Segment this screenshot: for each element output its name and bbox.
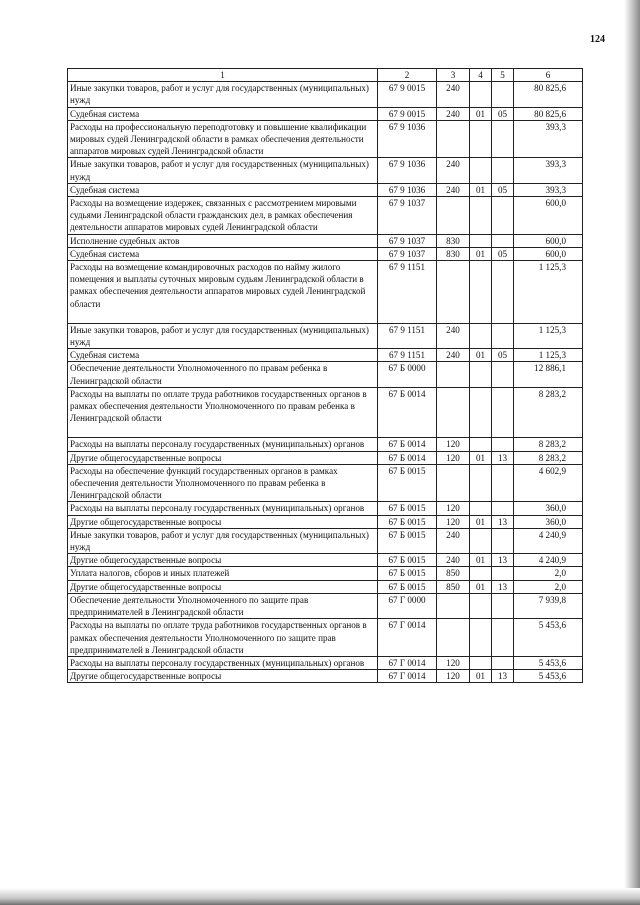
row-subsection xyxy=(492,82,514,107)
row-description: Другие общегосударственные вопросы xyxy=(68,451,378,464)
row-expense-type: 120 xyxy=(437,451,470,464)
row-section: 01 xyxy=(470,183,492,196)
row-subsection xyxy=(492,528,514,553)
row-section xyxy=(470,464,492,502)
row-subsection xyxy=(492,593,514,618)
table-row xyxy=(68,158,583,183)
row-expense-type xyxy=(437,120,470,158)
row-section xyxy=(470,82,492,107)
row-target-code: 67 9 1037 xyxy=(378,234,437,247)
row-description: Расходы на возмещение издержек, связанных с рассмотрением мировыми судьями Ленинградской области гражданских дел, в рамках обеспечения деятельности аппаратов мировых судей Ленинградской области xyxy=(68,197,378,235)
header-col-6: 6 xyxy=(514,69,583,82)
row-description: Иные закупки товаров, работ и услуг для государственных (муниципальных) нужд xyxy=(68,82,378,107)
row-subsection xyxy=(492,197,514,235)
row-description: Расходы на выплаты по оплате труда работников государственных органов в рамках обеспечения деятельности Уполномоченного по защите прав предпринимателей в Ленинградской области xyxy=(68,619,378,657)
row-section: 01 xyxy=(470,451,492,464)
row-description: Другие общегосударственные вопросы xyxy=(68,670,378,683)
row-amount: 8 283,2 xyxy=(514,387,583,438)
row-expense-type: 240 xyxy=(437,554,470,567)
row-subsection xyxy=(492,234,514,247)
row-expense-type: 850 xyxy=(437,580,470,593)
row-subsection: 05 xyxy=(492,107,514,120)
row-amount: 600,0 xyxy=(514,197,583,235)
row-amount: 360,0 xyxy=(514,502,583,515)
row-target-code: 67 9 1037 xyxy=(378,247,437,260)
row-expense-type xyxy=(437,464,470,502)
row-description: Расходы на профессиональную переподготовку и повышение квалификации мировых судей Ленинградской области в рамках обеспечения деятельности аппаратов мировых судей Ленинградской области xyxy=(68,120,378,158)
table-row xyxy=(68,183,583,196)
row-description: Иные закупки товаров, работ и услуг для государственных (муниципальных) нужд xyxy=(68,528,378,553)
row-amount: 80 825,6 xyxy=(514,107,583,120)
table-row xyxy=(68,387,583,438)
table-row xyxy=(68,197,583,235)
row-expense-type: 120 xyxy=(437,502,470,515)
row-amount: 7 939,8 xyxy=(514,593,583,618)
row-subsection xyxy=(492,438,514,451)
row-target-code: 67 Г 0000 xyxy=(378,593,437,618)
row-target-code: 67 9 1151 xyxy=(378,261,437,324)
row-subsection xyxy=(492,387,514,438)
table-header-row xyxy=(68,69,583,82)
table-row xyxy=(68,554,583,567)
row-section xyxy=(470,502,492,515)
row-subsection xyxy=(492,120,514,158)
table-row xyxy=(68,656,583,669)
row-section: 01 xyxy=(470,580,492,593)
row-subsection xyxy=(492,464,514,502)
row-subsection xyxy=(492,567,514,580)
header-col-5: 5 xyxy=(492,69,514,82)
row-subsection xyxy=(492,323,514,348)
row-expense-type: 120 xyxy=(437,656,470,669)
row-description: Расходы на выплаты персоналу государственных (муниципальных) органов xyxy=(68,502,378,515)
row-expense-type: 120 xyxy=(437,438,470,451)
row-section: 01 xyxy=(470,107,492,120)
row-subsection: 05 xyxy=(492,247,514,260)
row-amount: 393,3 xyxy=(514,183,583,196)
row-expense-type xyxy=(437,362,470,387)
row-target-code: 67 Б 0015 xyxy=(378,515,437,528)
table-row xyxy=(68,120,583,158)
row-amount: 4 240,9 xyxy=(514,528,583,553)
row-expense-type: 850 xyxy=(437,567,470,580)
table-row xyxy=(68,619,583,657)
row-section xyxy=(470,362,492,387)
row-subsection: 13 xyxy=(492,515,514,528)
row-description: Исполнение судебных актов xyxy=(68,234,378,247)
row-target-code: 67 Б 0014 xyxy=(378,451,437,464)
row-target-code: 67 Б 0014 xyxy=(378,438,437,451)
row-amount: 2,0 xyxy=(514,567,583,580)
table-row xyxy=(68,515,583,528)
table-row xyxy=(68,323,583,348)
table-row xyxy=(68,528,583,553)
row-amount: 393,3 xyxy=(514,158,583,183)
row-amount: 393,3 xyxy=(514,120,583,158)
row-expense-type: 830 xyxy=(437,247,470,260)
table-row xyxy=(68,261,583,324)
row-target-code: 67 9 1036 xyxy=(378,120,437,158)
row-section xyxy=(470,158,492,183)
row-description: Другие общегосударственные вопросы xyxy=(68,580,378,593)
row-expense-type: 120 xyxy=(437,515,470,528)
row-amount: 2,0 xyxy=(514,580,583,593)
row-description: Другие общегосударственные вопросы xyxy=(68,515,378,528)
table-row xyxy=(68,464,583,502)
row-target-code: 67 Г 0014 xyxy=(378,670,437,683)
row-expense-type xyxy=(437,619,470,657)
row-section: 01 xyxy=(470,247,492,260)
row-section xyxy=(470,567,492,580)
row-section xyxy=(470,528,492,553)
row-amount: 1 125,3 xyxy=(514,349,583,362)
row-expense-type: 240 xyxy=(437,158,470,183)
row-expense-type: 240 xyxy=(437,323,470,348)
row-amount: 12 886,1 xyxy=(514,362,583,387)
row-description: Обеспечение деятельности Уполномоченного по правам ребенка в Ленинградской области xyxy=(68,362,378,387)
row-target-code: 67 Б 0015 xyxy=(378,502,437,515)
row-expense-type xyxy=(437,593,470,618)
header-col-4: 4 xyxy=(470,69,492,82)
row-amount: 80 825,6 xyxy=(514,82,583,107)
row-expense-type: 830 xyxy=(437,234,470,247)
row-subsection xyxy=(492,502,514,515)
row-section xyxy=(470,593,492,618)
row-description: Обеспечение деятельности Уполномоченного по защите прав предпринимателей в Ленинградской области xyxy=(68,593,378,618)
row-section xyxy=(470,387,492,438)
row-section: 01 xyxy=(470,515,492,528)
row-description: Судебная система xyxy=(68,247,378,260)
table-row xyxy=(68,234,583,247)
row-section xyxy=(470,120,492,158)
row-section xyxy=(470,261,492,324)
row-subsection: 05 xyxy=(492,183,514,196)
row-expense-type: 240 xyxy=(437,349,470,362)
row-subsection xyxy=(492,656,514,669)
row-subsection: 13 xyxy=(492,670,514,683)
row-target-code: 67 9 0015 xyxy=(378,107,437,120)
table-row xyxy=(68,349,583,362)
table-row xyxy=(68,438,583,451)
row-target-code: 67 Б 0014 xyxy=(378,387,437,438)
row-target-code: 67 9 1037 xyxy=(378,197,437,235)
table-row xyxy=(68,567,583,580)
row-description: Иные закупки товаров, работ и услуг для государственных (муниципальных) нужд xyxy=(68,158,378,183)
row-subsection: 05 xyxy=(492,349,514,362)
row-amount: 600,0 xyxy=(514,234,583,247)
row-target-code: 67 9 1151 xyxy=(378,349,437,362)
table-row xyxy=(68,593,583,618)
row-expense-type: 240 xyxy=(437,82,470,107)
table-row xyxy=(68,247,583,260)
row-target-code: 67 9 1151 xyxy=(378,323,437,348)
row-amount: 5 453,6 xyxy=(514,670,583,683)
table-row xyxy=(68,670,583,683)
row-expense-type: 240 xyxy=(437,183,470,196)
row-target-code: 67 Г 0014 xyxy=(378,656,437,669)
row-amount: 600,0 xyxy=(514,247,583,260)
row-section xyxy=(470,619,492,657)
row-amount: 5 453,6 xyxy=(514,656,583,669)
row-section: 01 xyxy=(470,670,492,683)
row-target-code: 67 Б 0015 xyxy=(378,528,437,553)
row-target-code: 67 Б 0015 xyxy=(378,580,437,593)
row-target-code: 67 9 0015 xyxy=(378,82,437,107)
page-number: 124 xyxy=(590,34,605,45)
row-amount: 8 283,2 xyxy=(514,438,583,451)
row-section xyxy=(470,234,492,247)
row-expense-type xyxy=(437,197,470,235)
row-description: Другие общегосударственные вопросы xyxy=(68,554,378,567)
row-amount: 1 125,3 xyxy=(514,261,583,324)
header-col-2: 2 xyxy=(378,69,437,82)
row-amount: 360,0 xyxy=(514,515,583,528)
row-description: Судебная система xyxy=(68,107,378,120)
header-col-3: 3 xyxy=(437,69,470,82)
row-target-code: 67 Б 0015 xyxy=(378,554,437,567)
table-row xyxy=(68,580,583,593)
row-description: Расходы на обеспечение функций государственных органов в рамках обеспечения деятельности Уполномоченного по правам ребенка в Ленинградской области xyxy=(68,464,378,502)
table-row xyxy=(68,107,583,120)
row-section xyxy=(470,656,492,669)
row-description: Уплата налогов, сборов и иных платежей xyxy=(68,567,378,580)
scan-right-edge-shadow xyxy=(624,0,640,905)
row-description: Расходы на выплаты по оплате труда работников государственных органов в рамках обеспечения деятельности Уполномоченного по правам ребенка в Ленинградской области xyxy=(68,387,378,438)
row-subsection xyxy=(492,362,514,387)
row-target-code: 67 Г 0014 xyxy=(378,619,437,657)
row-section xyxy=(470,323,492,348)
row-target-code: 67 9 1036 xyxy=(378,158,437,183)
row-subsection: 13 xyxy=(492,451,514,464)
row-expense-type: 240 xyxy=(437,107,470,120)
table-row xyxy=(68,362,583,387)
row-amount: 4 240,9 xyxy=(514,554,583,567)
table-row xyxy=(68,451,583,464)
row-amount: 1 125,3 xyxy=(514,323,583,348)
row-subsection: 13 xyxy=(492,554,514,567)
row-description: Судебная система xyxy=(68,183,378,196)
row-description: Расходы на выплаты персоналу государственных (муниципальных) органов xyxy=(68,438,378,451)
table-row xyxy=(68,502,583,515)
row-section xyxy=(470,197,492,235)
row-section: 01 xyxy=(470,554,492,567)
table-row xyxy=(68,82,583,107)
row-amount: 5 453,6 xyxy=(514,619,583,657)
row-section: 01 xyxy=(470,349,492,362)
row-amount: 8 283,2 xyxy=(514,451,583,464)
row-expense-type: 240 xyxy=(437,528,470,553)
row-section xyxy=(470,438,492,451)
row-subsection xyxy=(492,619,514,657)
scan-bottom-edge-shadow xyxy=(0,888,640,905)
row-description: Расходы на выплаты персоналу государственных (муниципальных) органов xyxy=(68,656,378,669)
budget-table xyxy=(67,68,583,683)
row-expense-type xyxy=(437,387,470,438)
row-amount: 4 602,9 xyxy=(514,464,583,502)
row-subsection: 13 xyxy=(492,580,514,593)
row-target-code: 67 Б 0000 xyxy=(378,362,437,387)
row-description: Судебная система xyxy=(68,349,378,362)
row-subsection xyxy=(492,261,514,324)
row-expense-type: 120 xyxy=(437,670,470,683)
row-target-code: 67 9 1036 xyxy=(378,183,437,196)
row-expense-type xyxy=(437,261,470,324)
row-target-code: 67 Б 0015 xyxy=(378,464,437,502)
row-target-code: 67 Б 0015 xyxy=(378,567,437,580)
row-description: Иные закупки товаров, работ и услуг для государственных (муниципальных) нужд xyxy=(68,323,378,348)
header-col-1: 1 xyxy=(68,69,378,82)
row-description: Расходы на возмещение командировочных расходов по найму жилого помещения и выплаты суточных мировым судьям Ленинградской области в рамках обеспечения деятельности аппаратов мировых судей Ленинградской области xyxy=(68,261,378,324)
row-subsection xyxy=(492,158,514,183)
